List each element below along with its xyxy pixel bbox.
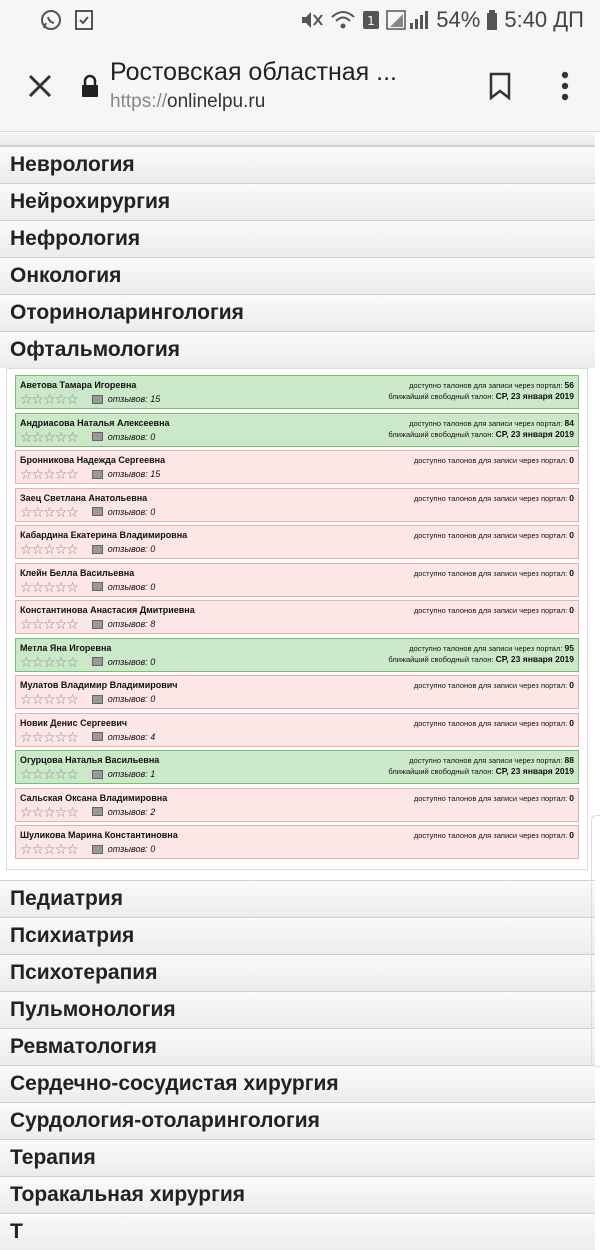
available-count: 88 bbox=[564, 755, 574, 765]
doctor-row[interactable] bbox=[15, 488, 579, 522]
rating-stars-icon: ☆☆☆☆☆ bbox=[20, 841, 78, 857]
checklist-icon bbox=[74, 9, 94, 31]
reviews-label: отзывов: bbox=[107, 619, 148, 629]
doctor-name[interactable]: Кабардина Екатерина Владимировна bbox=[20, 530, 188, 540]
doctor-row[interactable] bbox=[15, 600, 579, 634]
rating-stars-icon: ☆☆☆☆☆ bbox=[20, 503, 78, 520]
page-url bbox=[110, 91, 470, 113]
category-cut-off bbox=[0, 133, 595, 146]
available-label: доступно талонов для записи через портал: bbox=[413, 456, 568, 465]
specialty-item[interactable]: Офтальмология bbox=[0, 331, 595, 368]
ticket-info bbox=[388, 418, 574, 440]
reviews-label: отзывов: bbox=[107, 506, 148, 517]
ticket-info bbox=[388, 380, 574, 402]
page-title: Ростовская областная ... bbox=[110, 58, 397, 86]
doctor-row[interactable] bbox=[15, 825, 579, 859]
available-count: 0 bbox=[569, 830, 574, 840]
reviews-label: отзывов: bbox=[107, 806, 148, 817]
available-count: 0 bbox=[569, 492, 574, 503]
reviews-label: отзывов: bbox=[107, 694, 148, 704]
comment-icon bbox=[92, 432, 103, 441]
doctor-name[interactable]: Клейн Белла Васильевна bbox=[20, 567, 135, 578]
close-icon bbox=[27, 73, 53, 99]
specialty-list-bottom bbox=[0, 880, 600, 1250]
more-vert-icon bbox=[561, 71, 569, 101]
reviews-link[interactable] bbox=[92, 657, 155, 667]
doctor-name[interactable]: Новик Денис Сергеевич bbox=[20, 717, 128, 728]
doctor-name[interactable]: Андриасова Наталья Алексеевна bbox=[20, 417, 170, 428]
doctor-name[interactable]: Константинова Анастасия Дмитриевна bbox=[20, 605, 195, 615]
available-label: доступно талонов для записи через портал: bbox=[413, 681, 568, 690]
bookmark-icon bbox=[489, 72, 511, 100]
specialty-item[interactable]: Педиатрия bbox=[0, 880, 595, 917]
specialty-item[interactable]: Нефрология bbox=[0, 220, 595, 257]
available-label: доступно талонов для записи через портал: bbox=[409, 381, 563, 390]
specialty-item[interactable]: Сердечно-сосудистая хирургия bbox=[0, 1065, 595, 1102]
comment-icon bbox=[92, 695, 103, 704]
available-label: доступно талонов для записи через портал: bbox=[413, 606, 568, 615]
available-count: 84 bbox=[564, 417, 574, 428]
available-label: доступно талонов для записи через портал: bbox=[413, 793, 568, 803]
ticket-info bbox=[388, 755, 574, 777]
reviews-count: 0 bbox=[150, 844, 156, 854]
bookmark-button[interactable] bbox=[470, 72, 530, 100]
reviews-link[interactable] bbox=[92, 394, 160, 404]
ticket-info bbox=[388, 643, 574, 665]
overflow-menu-button[interactable] bbox=[530, 71, 600, 101]
comment-icon bbox=[92, 470, 103, 479]
reviews-link[interactable] bbox=[92, 544, 155, 554]
ticket-info bbox=[414, 830, 574, 841]
battery-percent: 54% bbox=[436, 7, 481, 32]
reviews-link[interactable] bbox=[92, 582, 155, 592]
url-host: onlinelpu.ru bbox=[167, 91, 266, 112]
ticket-info bbox=[414, 680, 574, 691]
reviews-count: 15 bbox=[150, 469, 161, 479]
nearest-label: ближайший свободный талон: bbox=[388, 392, 494, 401]
reviews-label: отзывов: bbox=[107, 469, 148, 479]
battery-icon bbox=[486, 9, 498, 31]
reviews-count: 0 bbox=[150, 656, 156, 667]
reviews-label: отзывов: bbox=[107, 544, 148, 554]
specialty-item[interactable]: Пульмонология bbox=[0, 991, 595, 1028]
specialty-item[interactable]: Онкология bbox=[0, 257, 595, 294]
comment-icon bbox=[92, 657, 103, 666]
ticket-info bbox=[414, 718, 574, 729]
wifi-icon bbox=[330, 9, 356, 31]
nearest-label: ближайший свободный талон: bbox=[388, 429, 494, 439]
reviews-label: отзывов: bbox=[107, 844, 148, 854]
reviews-count: 0 bbox=[150, 581, 156, 592]
reviews-link[interactable] bbox=[92, 844, 155, 854]
doctor-name[interactable]: Бронникова Надежда Сергеевна bbox=[20, 455, 166, 465]
reviews-link[interactable] bbox=[92, 469, 160, 479]
available-label: доступно талонов для записи через портал: bbox=[409, 643, 563, 653]
reviews-label: отзывов: bbox=[107, 769, 148, 779]
nearest-label: ближайший свободный талон: bbox=[388, 767, 494, 776]
whatsapp-icon bbox=[40, 9, 62, 31]
doctor-row[interactable] bbox=[15, 525, 579, 559]
nearest-label: ближайший свободный талон: bbox=[388, 654, 494, 664]
rating-stars-icon: ☆☆☆☆☆ bbox=[20, 691, 78, 707]
doctor-row[interactable] bbox=[15, 413, 579, 447]
comment-icon bbox=[92, 807, 103, 816]
specialty-item[interactable]: Торакальная хирургия bbox=[0, 1176, 595, 1213]
rating-stars-icon: ☆☆☆☆☆ bbox=[20, 428, 78, 445]
doctor-name[interactable]: Сальская Оксана Владимировна bbox=[20, 792, 168, 803]
doctor-row[interactable] bbox=[15, 638, 579, 672]
doctor-name[interactable]: Шуликова Марина Константиновна bbox=[20, 830, 178, 840]
ticket-info bbox=[414, 530, 574, 541]
available-count: 0 bbox=[569, 455, 574, 465]
specialty-item[interactable]: Оториноларингология bbox=[0, 294, 595, 331]
rating-stars-icon: ☆☆☆☆☆ bbox=[20, 578, 78, 595]
ticket-info bbox=[414, 568, 574, 579]
svg-text:1: 1 bbox=[367, 14, 376, 28]
doctor-row[interactable] bbox=[15, 375, 579, 409]
reviews-label: отзывов: bbox=[107, 731, 148, 742]
available-count: 0 bbox=[569, 792, 574, 803]
doctor-row[interactable] bbox=[15, 750, 579, 784]
signal-icon bbox=[386, 9, 430, 31]
nearest-date[interactable]: СР, 23 января 2019 bbox=[495, 653, 574, 664]
nearest-date[interactable]: СР, 23 января 2019 bbox=[495, 428, 574, 439]
comment-icon bbox=[92, 770, 103, 779]
ticket-info bbox=[414, 455, 574, 466]
doctor-name[interactable]: Заец Светлана Анатольевна bbox=[20, 492, 148, 503]
rating-stars-icon: ☆☆☆☆☆ bbox=[20, 541, 78, 557]
nearest-date[interactable]: СР, 23 января 2019 bbox=[495, 391, 574, 401]
ticket-info bbox=[414, 793, 574, 804]
reviews-label: отзывов: bbox=[107, 656, 148, 667]
rating-stars-icon: ☆☆☆☆☆ bbox=[20, 616, 78, 632]
doctor-name[interactable]: Аветова Тамара Игоревна bbox=[20, 380, 137, 390]
specialty-item[interactable]: Терапия bbox=[0, 1139, 595, 1176]
lock-icon bbox=[80, 40, 110, 131]
available-label: доступно талонов для записи через портал: bbox=[413, 531, 568, 540]
specialty-item[interactable]: Неврология bbox=[0, 146, 595, 183]
rating-stars-icon: ☆☆☆☆☆ bbox=[20, 653, 78, 670]
browser-toolbar bbox=[0, 40, 600, 132]
comment-icon bbox=[92, 582, 103, 591]
comment-icon bbox=[92, 395, 103, 404]
reviews-count: 8 bbox=[150, 619, 156, 629]
available-count: 0 bbox=[569, 605, 574, 615]
reviews-link[interactable] bbox=[92, 432, 155, 442]
comment-icon bbox=[92, 732, 103, 741]
specialty-item[interactable]: Психиатрия bbox=[0, 917, 595, 954]
status-bar bbox=[0, 0, 600, 40]
reviews-link[interactable] bbox=[92, 769, 155, 779]
available-label: доступно талонов для записи через портал: bbox=[409, 756, 563, 765]
available-count: 95 bbox=[564, 642, 574, 653]
available-count: 0 bbox=[569, 680, 574, 690]
reviews-label: отзывов: bbox=[107, 581, 148, 592]
comment-icon bbox=[92, 845, 103, 854]
rating-stars-icon: ☆☆☆☆☆ bbox=[20, 391, 78, 407]
available-label: доступно талонов для записи через портал: bbox=[413, 568, 568, 578]
page-content bbox=[0, 133, 600, 1250]
comment-icon bbox=[92, 545, 103, 554]
mute-icon bbox=[300, 9, 324, 31]
scroll-handle[interactable] bbox=[591, 815, 600, 1067]
available-label: доступно талонов для записи через портал: bbox=[413, 831, 568, 840]
specialty-item[interactable]: Психотерапия bbox=[0, 954, 595, 991]
reviews-link[interactable] bbox=[92, 694, 155, 704]
doctor-name[interactable]: Мулатов Владимир Владимирович bbox=[20, 680, 178, 690]
reviews-count: 0 bbox=[150, 694, 156, 704]
rating-stars-icon: ☆☆☆☆☆ bbox=[20, 803, 78, 820]
reviews-link[interactable] bbox=[92, 619, 155, 629]
reviews-label: отзывов: bbox=[107, 431, 148, 442]
reviews-count: 15 bbox=[150, 394, 161, 404]
reviews-label: отзывов: bbox=[107, 394, 148, 404]
doctor-row[interactable] bbox=[15, 788, 579, 822]
reviews-count: 0 bbox=[150, 544, 156, 554]
reviews-count: 0 bbox=[150, 506, 156, 517]
doctor-row[interactable] bbox=[15, 713, 579, 747]
reviews-link[interactable] bbox=[92, 732, 155, 742]
doctor-name[interactable]: Метла Яна Игоревна bbox=[20, 642, 112, 653]
doctor-list-panel bbox=[6, 368, 588, 870]
doctor-row[interactable] bbox=[15, 450, 579, 484]
available-count: 0 bbox=[569, 717, 574, 728]
reviews-link[interactable] bbox=[92, 507, 155, 517]
available-count: 0 bbox=[569, 530, 574, 540]
rating-stars-icon: ☆☆☆☆☆ bbox=[20, 728, 78, 745]
available-count: 56 bbox=[564, 380, 574, 390]
specialty-item[interactable]: Ревматология bbox=[0, 1028, 595, 1065]
url-scheme: https:// bbox=[110, 91, 168, 112]
rating-stars-icon: ☆☆☆☆☆ bbox=[20, 466, 78, 482]
clock: 5:40 ДП bbox=[504, 7, 584, 32]
specialty-item[interactable]: Т bbox=[0, 1213, 595, 1250]
comment-icon bbox=[92, 507, 103, 516]
nearest-date[interactable]: СР, 23 января 2019 bbox=[495, 766, 574, 776]
doctor-row[interactable] bbox=[15, 563, 579, 597]
doctor-name[interactable]: Огурцова Наталья Васильевна bbox=[20, 755, 160, 765]
specialty-item[interactable]: Нейрохирургия bbox=[0, 183, 595, 220]
close-button[interactable] bbox=[0, 40, 80, 131]
reviews-count: 2 bbox=[150, 806, 156, 817]
comment-icon bbox=[92, 620, 103, 629]
reviews-count: 1 bbox=[150, 769, 156, 779]
available-label: доступно талонов для записи через портал: bbox=[413, 718, 568, 728]
page-title-area[interactable] bbox=[110, 58, 470, 113]
available-label: доступно талонов для записи через портал: bbox=[409, 418, 563, 428]
available-label: доступно талонов для записи через портал: bbox=[413, 493, 568, 503]
reviews-count: 0 bbox=[150, 431, 156, 442]
ticket-info bbox=[414, 493, 574, 504]
reviews-count: 4 bbox=[150, 731, 156, 742]
doctor-row[interactable] bbox=[15, 675, 579, 709]
available-count: 0 bbox=[569, 567, 574, 578]
reviews-link[interactable] bbox=[92, 807, 155, 817]
sim-1-icon bbox=[362, 9, 380, 31]
rating-stars-icon: ☆☆☆☆☆ bbox=[20, 766, 78, 782]
specialty-item[interactable]: Сурдология-отоларингология bbox=[0, 1102, 595, 1139]
ticket-info bbox=[414, 605, 574, 616]
specialty-list-top bbox=[0, 146, 600, 368]
